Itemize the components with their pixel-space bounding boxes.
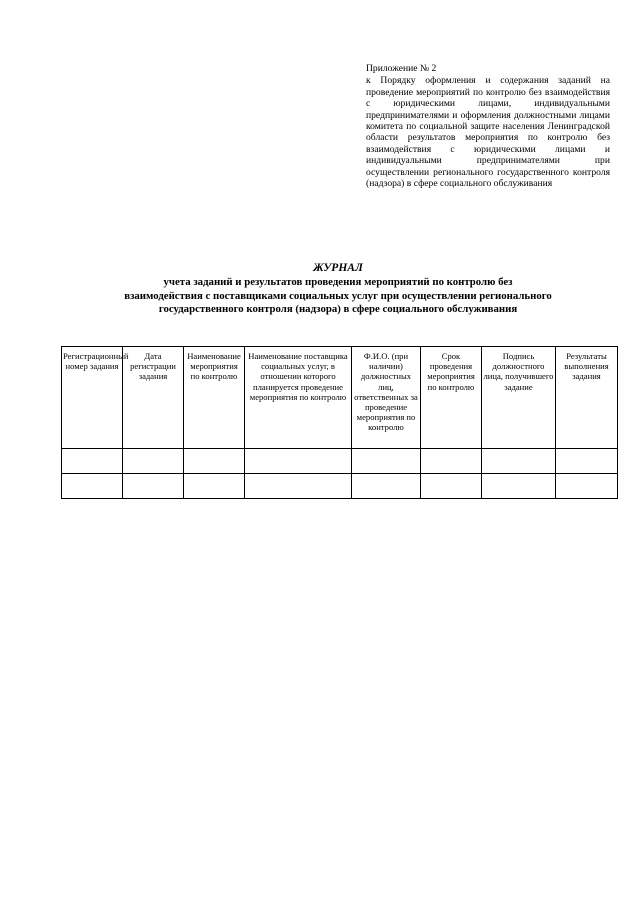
column-header: Наименование поставщика социальных услуг, в отношении которого планируется проведение мероприятия по контролю [245,347,352,449]
table-cell [556,449,618,474]
table-row [62,474,618,499]
appendix-text: к Порядку оформления и содержания заданий на проведение мероприятий по контролю без взаимодействия с юридическими лицами, индивидуальными предпринимателями и оформления должностными лицами комитета по социальной защите населения Ленинградской области результатов мероприятия по контролю без взаимодействия с юридическими лицами и индивидуальными предпринимателями при осуществлении регионального государственного контроля (надзора) в сфере социального обслуживания [366,75,610,190]
column-header: Ф.И.О. (при наличии) должностных лиц, ответственных за проведение мероприятия по контролю [352,347,421,449]
table-cell [184,449,245,474]
column-header: Результаты выполнения задания [556,347,618,449]
table-cell [245,449,352,474]
journal-subtitle-line: учета заданий и результатов проведения мероприятий по контролю без [163,276,513,289]
appendix-title: Приложение № 2 [366,63,437,74]
journal-subtitle-line: взаимодействия с поставщиками социальных услуг при осуществлении регионального [124,289,552,302]
column-header: Дата регистрации задания [123,347,184,449]
table-header-row [62,347,618,449]
table-cell [421,474,482,499]
journal-title: ЖУРНАЛ [313,262,363,274]
column-header: Регистрационный номер задания [62,347,123,449]
journal-heading [60,262,616,317]
table-cell [556,474,618,499]
table-cell [184,474,245,499]
table-cell [123,449,184,474]
table-cell [482,474,556,499]
table-cell [245,474,352,499]
appendix-block [366,63,610,189]
column-header: Срок проведения мероприятия по контролю [421,347,482,449]
table-cell [352,474,421,499]
table-cell [62,474,123,499]
table-row [62,449,618,474]
table-cell [62,449,123,474]
journal-table [61,346,618,499]
table-cell [123,474,184,499]
table-cell [352,449,421,474]
table-cell [421,449,482,474]
table-cell [482,449,556,474]
journal-subtitle-line: государственного контроля (надзора) в сфере социального обслуживания [158,303,518,316]
column-header: Подпись должностного лица, получившего задание [482,347,556,449]
column-header: Наименование мероприятия по контролю [184,347,245,449]
